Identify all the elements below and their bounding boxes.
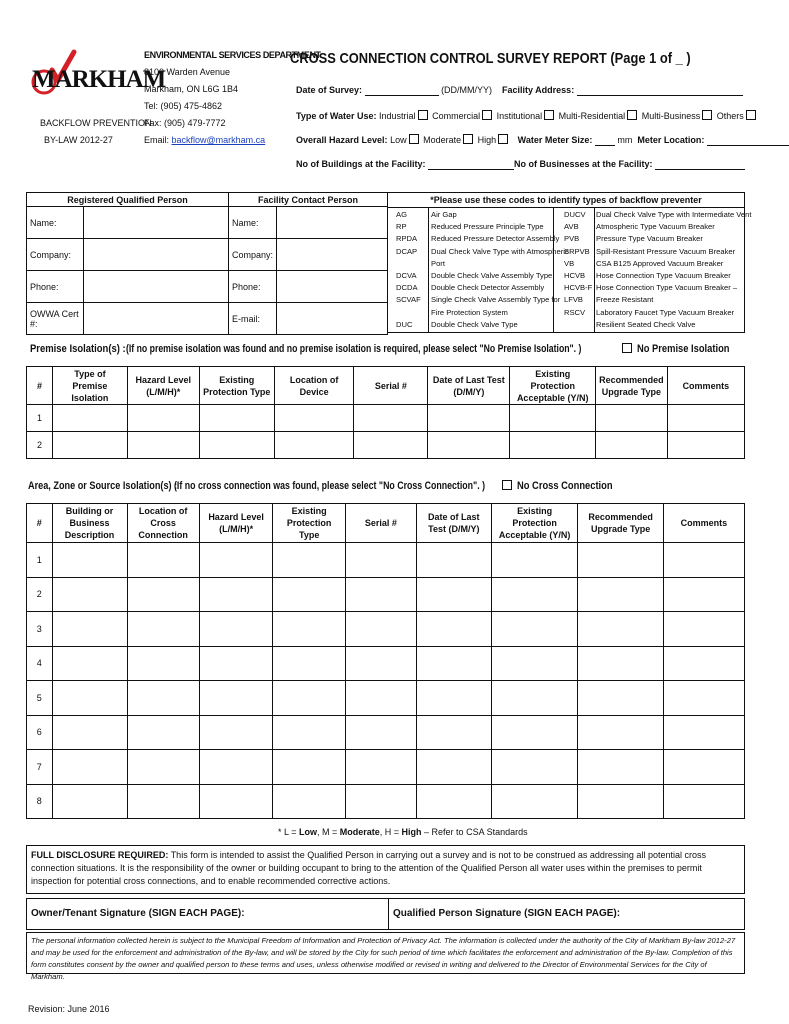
code-description: Dual Check Valve Type with Atmospheric <box>431 246 569 256</box>
table-cell-input[interactable] <box>346 715 417 750</box>
table-cell-input[interactable] <box>663 543 744 578</box>
email-prefix: Email: <box>144 135 172 145</box>
code-description: Freeze Resistant <box>596 295 654 305</box>
table-cell-input[interactable] <box>346 612 417 647</box>
code-description: Reduced Pressure Principle Type <box>431 222 544 232</box>
date-of-survey: Date of Survey: (DD/MM/YY) <box>296 85 493 95</box>
table-cell-input[interactable] <box>354 405 428 432</box>
table-cell-input[interactable] <box>52 750 127 785</box>
table-cell-input[interactable] <box>274 405 354 432</box>
table-cell-input[interactable] <box>127 543 199 578</box>
table-cell-input[interactable] <box>667 432 744 459</box>
table-cell-input[interactable] <box>199 432 274 459</box>
row-number: 4 <box>27 646 53 681</box>
row-number: 8 <box>27 784 53 819</box>
code-abbrev: DCDA <box>396 283 418 293</box>
code-abbrev: RSCV <box>564 307 586 317</box>
column-header: Existing Protection Type <box>199 367 274 405</box>
table-cell-input[interactable] <box>199 681 273 716</box>
table-cell-input[interactable] <box>52 784 127 819</box>
column-header: Type of Premise Isolation <box>53 367 128 405</box>
qualified-name-field[interactable] <box>84 207 229 239</box>
table-cell-input[interactable] <box>199 784 273 819</box>
table-cell-input[interactable] <box>53 405 128 432</box>
table-cell-input[interactable] <box>273 784 346 819</box>
codes-header: *Please use these codes to identify types of backflow preventer <box>388 193 744 208</box>
table-row <box>27 432 745 459</box>
premise-table <box>26 366 745 459</box>
code-abbrev: VB <box>564 258 575 268</box>
owner-signature-field[interactable]: Owner/Tenant Signature (SIGN EACH PAGE): <box>31 908 245 919</box>
table-cell-input[interactable] <box>354 432 428 459</box>
table-cell-input[interactable] <box>346 646 417 681</box>
no-premise-option: No Premise Isolation <box>620 343 746 355</box>
code-abbrev: RP <box>396 222 407 232</box>
multi-business-checkbox[interactable] <box>702 110 712 120</box>
buildings-field[interactable] <box>428 169 514 170</box>
table-cell-input[interactable] <box>491 750 578 785</box>
disclosure-label: FULL DISCLOSURE REQUIRED: <box>31 850 169 860</box>
code-abbrev: LFVB <box>564 295 583 305</box>
table-cell-input[interactable] <box>346 577 417 612</box>
water-use-row: Type of Water Use: Industrial Commercial Institutional Multi-Residential Multi-Business Others <box>296 110 758 122</box>
businesses-row: No of Businesses at the Facility: <box>514 158 745 170</box>
markham-logo <box>30 50 166 98</box>
address-line-2: Markham, ON L6G 1B4 <box>144 84 239 94</box>
column-header: Existing Protection Acceptable (Y/N) <box>491 504 578 543</box>
table-row <box>27 543 745 578</box>
table-cell-input[interactable] <box>273 715 346 750</box>
table-cell-input[interactable] <box>127 432 199 459</box>
area-title: Area, Zone or Source Isolation(s) : <box>28 480 178 492</box>
code-entry <box>556 209 756 221</box>
contact-phone-field[interactable] <box>277 271 388 303</box>
fax-line: Fax: (905) 479-7772 <box>144 118 226 128</box>
column-header: Serial # <box>346 504 417 543</box>
contact-person-header: Facility Contact Person <box>228 193 387 207</box>
hazard-moderate-checkbox[interactable] <box>463 134 473 144</box>
table-cell-input[interactable] <box>416 715 491 750</box>
table-cell-input[interactable] <box>199 543 273 578</box>
code-entry <box>556 258 756 270</box>
table-row <box>27 681 745 716</box>
code-abbrev: DCVA <box>396 271 417 280</box>
table-cell-input[interactable] <box>273 543 346 578</box>
code-entry <box>388 294 559 306</box>
table-cell-input[interactable] <box>199 405 274 432</box>
disclosure-text: This form is intended to assist the Qualified Person in carrying out a survey and is not to be construed as addressing all potential cross connection situations. It is the responsibility of the owner or building occupant to bring to the attention of the Qualified Person all water uses within the premises to permit inspection for potential cross connections, and to enable recommended corrective actions. <box>31 850 706 886</box>
table-cell-input[interactable] <box>667 405 744 432</box>
program-line-1: BACKFLOW PREVENTION <box>40 118 152 128</box>
column-header: Serial # <box>354 367 428 405</box>
table-cell-input[interactable] <box>510 405 596 432</box>
code-entry <box>556 319 756 331</box>
column-header: # <box>27 367 53 405</box>
revision-label: Revision: June 2016 <box>28 1004 110 1014</box>
table-cell-input[interactable] <box>416 543 491 578</box>
facility-address-field[interactable] <box>577 95 743 96</box>
phone-line: Tel: (905) 475-4862 <box>144 101 223 111</box>
signature-row <box>26 898 745 930</box>
address-line-1: 8100 Warden Avenue <box>144 67 231 77</box>
table-cell-input[interactable] <box>199 750 273 785</box>
table-cell-input[interactable] <box>199 646 273 681</box>
code-description: Hose Connection Type Vacuum Breaker <box>596 271 731 280</box>
code-description: Fire Protection System <box>431 307 508 317</box>
table-row <box>27 750 745 785</box>
code-entry <box>556 246 756 258</box>
table-cell-input[interactable] <box>346 681 417 716</box>
table-cell-input[interactable] <box>127 646 199 681</box>
code-description: Single Check Valve Assembly Type for <box>431 295 561 305</box>
code-abbrev: SRPVB <box>564 246 590 256</box>
table-cell-input[interactable] <box>52 681 127 716</box>
table-cell-input[interactable] <box>428 432 510 459</box>
table-cell-input[interactable] <box>273 646 346 681</box>
code-entry <box>388 282 559 294</box>
table-cell-input[interactable] <box>199 612 273 647</box>
no-cross-connection-checkbox[interactable] <box>502 480 512 490</box>
code-abbrev: DCAP <box>396 246 418 256</box>
hazard-legend: * L = Low, M = Moderate, H = High – Refer to CSA Standards <box>278 827 528 837</box>
column-header: Comments <box>663 504 744 543</box>
persons-table: Registered Qualified Person Facility Contact Person Name: Name: Company: Company: Phone: Phone: OWWA Cert #: E-mail: <box>26 192 388 335</box>
meter-location-field[interactable] <box>707 145 789 146</box>
code-entry <box>388 270 559 282</box>
table-cell-input[interactable] <box>273 577 346 612</box>
table-cell-input[interactable] <box>491 612 578 647</box>
table-cell-input[interactable] <box>52 646 127 681</box>
table-cell-input[interactable] <box>491 543 578 578</box>
code-entry <box>556 221 756 233</box>
others-checkbox[interactable] <box>746 110 756 120</box>
table-cell-input[interactable] <box>346 784 417 819</box>
table-row <box>27 612 745 647</box>
table-cell-input[interactable] <box>273 612 346 647</box>
contact-email-field[interactable] <box>277 303 388 335</box>
table-row <box>27 715 745 750</box>
code-description: Double Check Valve Assembly Type <box>431 271 553 280</box>
program-line-2: BY-LAW 2012-27 <box>44 135 113 145</box>
table-cell-input[interactable] <box>273 750 346 785</box>
table-cell-input[interactable] <box>127 681 199 716</box>
table-cell-input[interactable] <box>578 646 663 681</box>
facility-address: Facility Address: <box>502 84 743 96</box>
column-header: # <box>27 504 53 543</box>
code-abbrev: PVB <box>564 234 580 244</box>
institutional-checkbox[interactable] <box>544 110 554 120</box>
column-header: Hazard Level (L/M/H)* <box>199 504 273 543</box>
table-cell-input[interactable] <box>127 784 199 819</box>
table-cell-input[interactable] <box>491 646 578 681</box>
column-header: Existing Protection Type <box>273 504 346 543</box>
code-description: Double Check Valve Type <box>431 319 518 329</box>
table-cell-input[interactable] <box>578 681 663 716</box>
column-header: Date of Last Test (D/M/Y) <box>428 367 510 405</box>
code-description: Laboratory Faucet Type Vacuum Breaker <box>596 307 735 317</box>
qualified-cert-field[interactable] <box>84 303 229 335</box>
table-cell-input[interactable] <box>127 577 199 612</box>
table-cell-input[interactable] <box>663 612 744 647</box>
table-cell-input[interactable] <box>578 543 663 578</box>
code-description: Reduced Pressure Detector Assembly <box>431 234 560 244</box>
code-entry <box>556 294 756 306</box>
date-field[interactable] <box>365 95 439 96</box>
table-cell-input[interactable] <box>346 750 417 785</box>
table-cell-input[interactable] <box>663 750 744 785</box>
code-entry <box>388 209 559 221</box>
meter-size-field[interactable] <box>595 145 615 146</box>
row-number: 2 <box>27 432 53 459</box>
table-row <box>27 646 745 681</box>
table-cell-input[interactable] <box>53 432 128 459</box>
table-cell-input[interactable] <box>578 612 663 647</box>
code-description: Resilient Seated Check Valve <box>596 319 696 329</box>
column-header: Hazard Level (L/M/H)* <box>127 367 199 405</box>
code-abbrev: AVB <box>564 222 579 232</box>
table-row <box>27 784 745 819</box>
table-cell-input[interactable] <box>596 432 668 459</box>
code-description: Double Check Detector Assembly <box>431 283 545 293</box>
code-entry <box>556 270 756 282</box>
table-cell-input[interactable] <box>663 681 744 716</box>
table-cell-input[interactable] <box>416 681 491 716</box>
code-abbrev: HCVB <box>564 271 586 280</box>
table-cell-input[interactable] <box>578 784 663 819</box>
column-header: Location of Cross Connection <box>127 504 199 543</box>
row-number: 6 <box>27 715 53 750</box>
commercial-checkbox[interactable] <box>482 110 492 120</box>
row-number: 3 <box>27 612 53 647</box>
logo-text: MARKHAM <box>32 66 166 93</box>
table-cell-input[interactable] <box>663 715 744 750</box>
code-entry <box>388 233 559 245</box>
premise-instruction: (If no premise isolation was found and no premise isolation is required, please select "No Premise Isolation". ) <box>126 343 582 355</box>
premise-title-row: Premise Isolation(s) : <box>30 343 126 355</box>
table-cell-input[interactable] <box>510 432 596 459</box>
code-entry <box>556 282 756 294</box>
code-abbrev: HCVB-F <box>564 283 593 293</box>
column-header: Location of Device <box>274 367 354 405</box>
disclosure-box <box>26 845 745 894</box>
qualified-phone-field[interactable] <box>84 271 229 303</box>
table-cell-input[interactable] <box>491 681 578 716</box>
row-number: 1 <box>27 405 53 432</box>
codes-box <box>388 192 752 333</box>
code-abbrev: AG <box>396 210 407 219</box>
table-cell-input[interactable] <box>491 784 578 819</box>
column-header: Building or Business Description <box>52 504 127 543</box>
code-entry <box>556 307 756 319</box>
contact-company-field[interactable] <box>277 239 388 271</box>
code-description: Spill-Resistant Pressure Vacuum Breaker <box>596 246 736 256</box>
code-entry <box>388 221 559 233</box>
table-cell-input[interactable] <box>199 715 273 750</box>
table-cell-input[interactable] <box>491 577 578 612</box>
buildings-row: No of Buildings at the Facility: <box>296 158 514 170</box>
code-abbrev: DUCV <box>564 210 586 219</box>
table-cell-input[interactable] <box>52 715 127 750</box>
title-box <box>290 48 740 76</box>
table-cell-input[interactable] <box>52 577 127 612</box>
department-name: ENVIRONMENTAL SERVICES DEPARTMENT <box>144 50 321 60</box>
row-number: 1 <box>27 543 53 578</box>
no-premise-checkbox[interactable] <box>622 343 632 353</box>
email-line <box>144 134 265 146</box>
table-cell-input[interactable] <box>578 715 663 750</box>
column-header: Existing Protection Acceptable (Y/N) <box>510 367 596 405</box>
code-description: Port <box>431 258 445 268</box>
code-description: CSA B125 Approved Vacuum Breaker <box>596 258 724 268</box>
table-cell-input[interactable] <box>578 750 663 785</box>
table-cell-input[interactable] <box>416 612 491 647</box>
table-cell-input[interactable] <box>127 715 199 750</box>
code-abbrev: SCVAF <box>396 295 421 305</box>
area-instruction: (If no cross connection was found, please select "No Cross Connection". ) <box>174 480 486 492</box>
no-cross-connection-option: No Cross Connection <box>500 480 630 492</box>
row-number: 7 <box>27 750 53 785</box>
industrial-checkbox[interactable] <box>418 110 428 120</box>
table-row <box>27 577 745 612</box>
row-number: 2 <box>27 577 53 612</box>
table-cell-input[interactable] <box>663 646 744 681</box>
table-cell-input[interactable] <box>663 577 744 612</box>
table-cell-input[interactable] <box>273 681 346 716</box>
page-title: CROSS CONNECTION CONTROL SURVEY REPORT (Page 1 of _ ) <box>290 50 691 67</box>
code-entry <box>388 246 569 258</box>
hazard-row: Overall Hazard Level: Low Moderate High Water Meter Size: mm Meter Location: <box>296 134 789 146</box>
table-cell-input[interactable] <box>416 784 491 819</box>
table-cell-input[interactable] <box>52 543 127 578</box>
column-header: Recommended Upgrade Type <box>596 367 668 405</box>
table-cell-input[interactable] <box>416 750 491 785</box>
code-entry <box>388 258 559 270</box>
code-description: Dual Check Valve Type with Intermediate Vent <box>596 210 752 219</box>
code-description: Pressure Type Vacuum Breaker <box>596 234 703 244</box>
code-abbrev: RPDA <box>396 234 418 244</box>
row-number: 5 <box>27 681 53 716</box>
hazard-low-checkbox[interactable] <box>409 134 419 144</box>
table-row <box>27 405 745 432</box>
qualified-signature-field[interactable]: Qualified Person Signature (SIGN EACH PAGE): <box>393 908 621 919</box>
code-entry <box>556 233 756 245</box>
column-header: Date of Last Test (D/M/Y) <box>416 504 491 543</box>
table-cell-input[interactable] <box>274 432 354 459</box>
code-description: Air Gap <box>431 210 457 219</box>
column-header: Recommended Upgrade Type <box>578 504 663 543</box>
code-entry <box>388 307 559 319</box>
multi-residential-checkbox[interactable] <box>627 110 637 120</box>
table-cell-input[interactable] <box>416 646 491 681</box>
table-cell-input[interactable] <box>578 577 663 612</box>
table-cell-input[interactable] <box>428 405 510 432</box>
code-description: Hose Connection Type Vacuum Breaker – <box>596 283 738 293</box>
table-cell-input[interactable] <box>52 612 127 647</box>
contact-name-field[interactable] <box>277 207 388 239</box>
hazard-high-checkbox[interactable] <box>498 134 508 144</box>
qualified-company-field[interactable] <box>84 239 229 271</box>
table-cell-input[interactable] <box>596 405 668 432</box>
privacy-notice: The personal information collected herein is subject to the Municipal Freedom of Information and Protection of Privacy Act. The information is collected under the authority of the City of Markham By-law 2012-27 and may be used for the enforcement and administration of the By-law, and will be stored by the City for such period of time which facilitates the enforcement and administration of the By-law. Completion of this form constitutes consent by the owner and qualified person to these terms and uses, unless otherwise modified or revised in writing and delivered to the Director of Environmental Services for the City of Markham. <box>26 932 745 974</box>
table-cell-input[interactable] <box>127 750 199 785</box>
table-cell-input[interactable] <box>346 543 417 578</box>
businesses-field[interactable] <box>655 169 745 170</box>
code-abbrev: DUC <box>396 319 413 329</box>
table-cell-input[interactable] <box>127 405 199 432</box>
table-cell-input[interactable] <box>199 577 273 612</box>
area-table <box>26 503 745 819</box>
table-cell-input[interactable] <box>663 784 744 819</box>
column-header: Comments <box>667 367 744 405</box>
code-entry <box>388 319 559 331</box>
email-link[interactable]: backflow@markham.ca <box>171 135 266 145</box>
code-description: Atmospheric Type Vacuum Breaker <box>596 222 715 232</box>
table-cell-input[interactable] <box>491 715 578 750</box>
qualified-person-header: Registered Qualified Person <box>27 193 229 207</box>
table-cell-input[interactable] <box>127 612 199 647</box>
table-cell-input[interactable] <box>416 577 491 612</box>
